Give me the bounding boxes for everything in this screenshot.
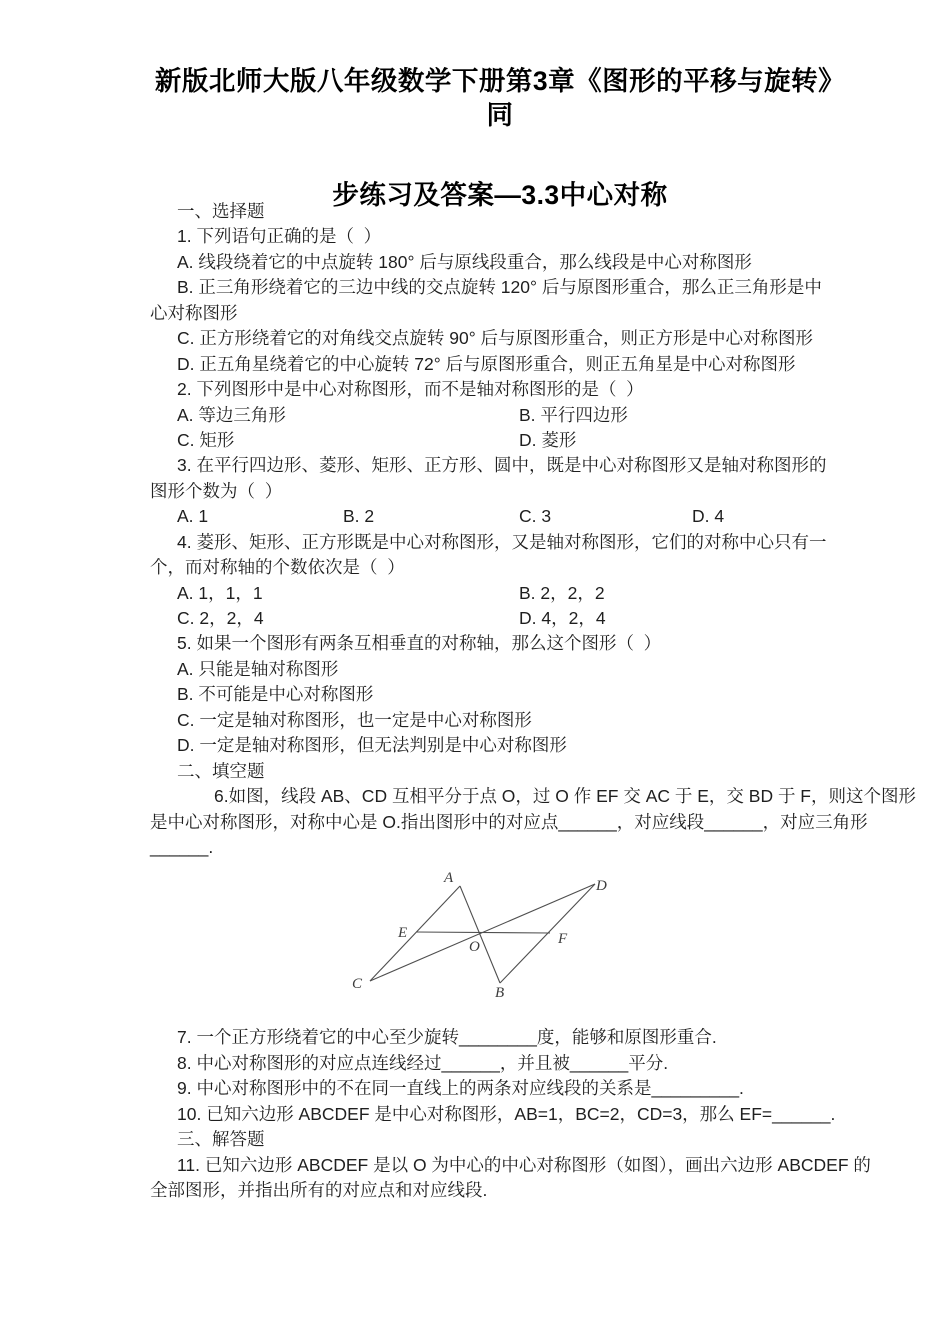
question-5: 5. 如果一个图形有两条互相垂直的对称轴，那么这个图形（ ） bbox=[177, 633, 662, 654]
doc-title bbox=[150, 64, 850, 212]
question-6: 6.如图，线段 AB、CD 互相平分于点 O，过 O 作 EF 交 AC 于 E，交 BD 于 F，则这个图形 bbox=[214, 786, 916, 807]
q5-option-b: B. 不可能是中心对称图形 bbox=[177, 684, 374, 705]
question-6-wrap2: ______. bbox=[150, 836, 214, 857]
section-heading-fill: 二、填空题 bbox=[177, 760, 265, 781]
option-cell: B. 2 bbox=[343, 506, 375, 527]
q5-option-a: A. 只能是轴对称图形 bbox=[177, 658, 339, 679]
question-4-wrap: 个，而对称轴的个数依次是（ ） bbox=[150, 557, 405, 578]
question-1: 1. 下列语句正确的是（ ） bbox=[177, 226, 382, 247]
figure-point-label-C: C bbox=[352, 976, 363, 993]
question-3: 3. 在平行四边形、菱形、矩形、正方形、圆中，既是中心对称图形又是轴对称图形的 bbox=[177, 455, 827, 476]
question-6-wrap1: 是中心对称图形，对称中心是 O.指出图形中的对应点______，对应线段______，对应三角形 bbox=[150, 811, 868, 832]
option-cell: C. 2，2，4 bbox=[177, 608, 264, 628]
question-9: 9. 中心对称图形中的不在同一直线上的两条对应线段的关系是_________. bbox=[177, 1078, 744, 1099]
option-cell: A. 1 bbox=[177, 506, 209, 527]
figure-point-label-F: F bbox=[558, 931, 568, 948]
question-8: 8. 中心对称图形的对应点连线经过______，并且被______平分. bbox=[177, 1052, 669, 1073]
doc-title-line2: 步练习及答案—3.3中心对称 bbox=[332, 180, 668, 210]
section-heading-choice: 一、选择题 bbox=[177, 201, 265, 221]
question-4: 4. 菱形、矩形、正方形既是中心对称图形，又是轴对称图形，它们的对称中心只有一 bbox=[177, 531, 827, 552]
question-7: 7. 一个正方形绕着它的中心至少旋转________度，能够和原图形重合. bbox=[177, 1027, 717, 1048]
q1-option-b: B. 正三角形绕着它的三边中线的交点旋转 120° 后与原图形重合，那么正三角形是中 bbox=[177, 277, 822, 298]
option-cell: D. 4，2，4 bbox=[519, 608, 606, 628]
figure-point-label-D: D bbox=[596, 878, 607, 895]
option-cell: B. 平行四边形 bbox=[519, 404, 628, 425]
option-cell: D. 菱形 bbox=[519, 429, 577, 450]
question-2: 2. 下列图形中是中心对称图形，而不是轴对称图形的是（ ） bbox=[177, 379, 644, 400]
q4-options-cd bbox=[150, 606, 850, 631]
option-cell: B. 2，2，2 bbox=[519, 582, 605, 603]
q1-option-c: C. 正方形绕着它的对角线交点旋转 90° 后与原图形重合，则正方形是中心对称图形 bbox=[177, 328, 814, 349]
figure-segment bbox=[460, 886, 500, 983]
question-11: 11. 已知六边形 ABCDEF 是以 O 为中心的中心对称图形（如图），画出六边形 ABCDEF 的 bbox=[177, 1154, 871, 1175]
doc-body bbox=[150, 199, 916, 1203]
q1-option-b-wrap: 心对称图形 bbox=[150, 302, 238, 323]
figure-point-label-E: E bbox=[398, 925, 408, 942]
question-11-wrap: 全部图形，并指出所有的对应点和对应线段. bbox=[150, 1180, 488, 1200]
doc-title-line1: 新版北师大版八年级数学下册第3章《图形的平移与旋转》同 bbox=[154, 66, 846, 130]
q3-options bbox=[150, 504, 850, 529]
q1-option-d: D. 正五角星绕着它的中心旋转 72° 后与原图形重合，则正五角星是中心对称图形 bbox=[177, 353, 796, 374]
section-heading-answer: 三、解答题 bbox=[177, 1129, 265, 1150]
figure-segment bbox=[370, 886, 460, 981]
option-cell: D. 4 bbox=[692, 506, 725, 527]
option-cell: A. 等边三角形 bbox=[177, 404, 286, 425]
figure-point-label-A: A bbox=[444, 870, 454, 887]
q4-options-ab bbox=[150, 581, 850, 606]
questions-block-top bbox=[150, 199, 916, 860]
q1-option-a: A. 线段绕着它的中点旋转 180° 后与原线段重合，那么线段是中心对称图形 bbox=[177, 251, 752, 272]
question6-figure-wrap bbox=[150, 860, 850, 1025]
q2-options-cd bbox=[150, 428, 850, 453]
q2-options-ab bbox=[150, 403, 850, 428]
question-10: 10. 已知六边形 ABCDEF 是中心对称图形，AB=1，BC=2，CD=3，那么 EF=______. bbox=[177, 1103, 836, 1124]
q5-option-d: D. 一定是轴对称图形，但无法判别是中心对称图形 bbox=[177, 735, 567, 756]
option-cell: C. 3 bbox=[519, 506, 552, 527]
questions-block-bottom bbox=[150, 1025, 871, 1203]
question-3-wrap: 图形个数为（ ） bbox=[150, 480, 283, 501]
figure-point-label-O: O bbox=[469, 939, 480, 956]
option-cell: C. 矩形 bbox=[177, 429, 235, 450]
question6-figure bbox=[350, 856, 620, 1006]
figure-segment bbox=[416, 932, 550, 933]
option-cell: A. 1，1，1 bbox=[177, 582, 263, 603]
q5-option-c: C. 一定是轴对称图形，也一定是中心对称图形 bbox=[177, 709, 532, 730]
figure-point-label-B: B bbox=[495, 985, 505, 1002]
